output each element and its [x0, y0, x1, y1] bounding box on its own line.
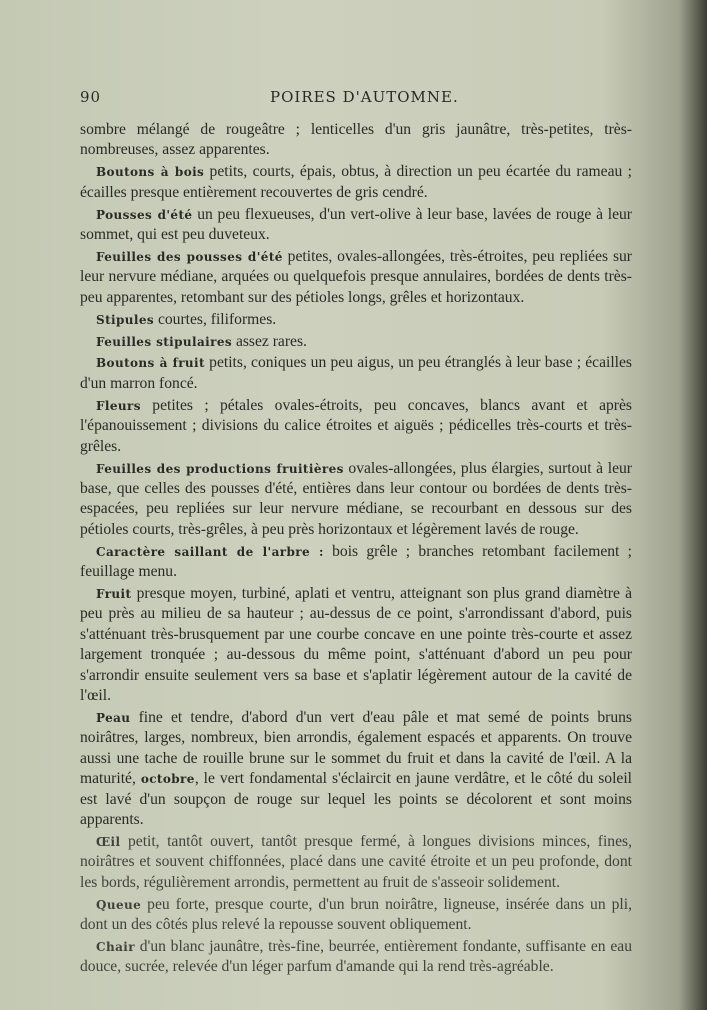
paragraph-text: fine et tendre, d'abord d'un vert d'eau pâle et mat semé de points bruns noirâtres, larges, nombreux, bien arrondis, également espacés et apparents. On trouve aussi une tache de rouille brune sur le sommet du fruit et dans la cavité de l'œil. A la maturité,: [80, 708, 632, 788]
paragraph-lead: Boutons à fruit: [96, 356, 205, 371]
paragraph-lead: Feuilles stipulaires: [96, 334, 233, 349]
paragraph: [80, 542, 632, 583]
paragraph: [80, 895, 632, 936]
paragraph-text: petites ; pétales ovales-étroits, peu concaves, blancs avant et après l'épanouissement ; divisions du calice étroites et aiguës ; pédicelles très-courts et très-grêles.: [80, 396, 632, 455]
paragraph-lead: Caractère saillant de l'arbre :: [96, 544, 324, 559]
paragraph-lead: Stipules: [96, 312, 155, 327]
paragraph-lead: Feuilles des pousses d'été: [96, 249, 283, 264]
paragraph-lead: Fleurs: [96, 398, 141, 413]
running-title: POIRES D'AUTOMNE.: [270, 88, 459, 106]
paragraph: [80, 247, 632, 308]
page-header: [80, 88, 632, 112]
paragraph-text: presque moyen, turbiné, aplati et ventru, atteignant son plus grand diamètre à peu près au milieu de sa hauteur ; au-dessus de ce point, s'arrondissant d'abord, puis s'atténuant très-brusquement par une courbe concave en une pointe très-courte et assez largement tronquée ; au-dessous du même point, s'atténuant d'abord un peu pour s'arrondir ensuite seulement vers sa base et s'aplatir légèrement autour de la cavité de l'œil.: [80, 584, 632, 704]
paragraph-lead: Queue: [96, 897, 142, 912]
paragraph-text: assez rares.: [232, 332, 307, 350]
paragraph-text: ovales-allongées, plus élargies, surtout à leur base, que celles des pousses d'été, entières dans leur contour ou bordées de dents très-espacées, peu repliées sur leur nervure médiane, se recourbant en dessous sur des pétioles courts, très-grêles, à peu près horizontaux et légèrement lavés de rouge.: [80, 459, 632, 538]
paragraph-lead: Chair: [96, 939, 135, 954]
paragraph: [80, 584, 632, 706]
paragraph-text: d'un blanc jaunâtre, très-fine, beurrée, entièrement fondante, suffisante en eau douce, sucrée, relevée d'un léger parfum d'amande qui la rend très-agréable.: [80, 937, 632, 976]
paragraph-text: petit, tantôt ouvert, tantôt presque fermé, à longues divisions minces, fines, noirâtres et souvent chiffonnées, placé dans une cavité étroite et un peu profonde, dont les bords, régulièrement arrondis, permettent au fruit de s'asseoir solidement.: [80, 832, 632, 891]
page-body: [80, 120, 632, 978]
paragraph: [80, 120, 632, 161]
paragraph-lead: Peau: [96, 710, 131, 725]
paragraph: [80, 708, 632, 830]
paragraph-text: courtes, filiformes.: [154, 310, 277, 328]
page-number: 90: [80, 88, 102, 106]
paragraph: [80, 332, 632, 352]
paragraph: [80, 310, 632, 330]
paragraph-lead: Boutons à bois: [96, 165, 205, 180]
paragraph-text: , le vert fondamental s'éclaircit en jaune verdâtre, et le côté du soleil est lavé d'un soupçon de rouge sur lequel les points se décolorent et sont moins apparents.: [80, 770, 632, 828]
paragraph: [80, 459, 632, 541]
paragraph: [80, 353, 632, 394]
book-page: [80, 88, 632, 979]
paragraph-text: bois grêle ; branches retombant facilement ; feuillage menu.: [80, 542, 632, 581]
paragraph: [80, 937, 632, 978]
paragraph-lead: Œil: [96, 834, 121, 849]
paragraph-text: un peu flexueuses, d'un vert-olive à leur base, lavées de rouge à leur sommet, qui est peu duveteux.: [80, 205, 632, 244]
paragraph: [80, 162, 632, 203]
paragraph-lead: Feuilles des productions fruitières: [96, 461, 344, 476]
paragraph-text: petits, coniques un peu aigus, un peu étranglés à leur base ; écailles d'un marron foncé.: [80, 354, 632, 392]
paragraph-lead: Pousses d'été: [96, 207, 193, 222]
paragraph: [80, 396, 632, 457]
emphasis-text: octobre: [140, 772, 195, 787]
paragraph-text: sombre mélangé de rougeâtre ; lenticelles d'un gris jaunâtre, très-petites, très-nombreuses, assez apparentes.: [80, 121, 632, 159]
paragraph-text: peu forte, presque courte, d'un brun noirâtre, ligneuse, insérée dans un pli, dont un des côtés plus relevé la repousse souvent obliquement.: [80, 895, 632, 933]
paragraph: [80, 832, 632, 893]
paragraph: [80, 205, 632, 246]
paragraph-text: petites, ovales-allongées, très-étroites, peu repliées sur leur nervure médiane, arquées ou quelquefois presque annulaires, bordées de dents très-peu apparentes, retombant sur des pétioles longs, grêles et horizontaux.: [80, 247, 632, 306]
paragraph-text: petits, courts, épais, obtus, à direction un peu écartée du rameau ; écailles presque entièrement recouvertes de gris cendré.: [80, 163, 632, 201]
paragraph-lead: Fruit: [96, 586, 132, 601]
